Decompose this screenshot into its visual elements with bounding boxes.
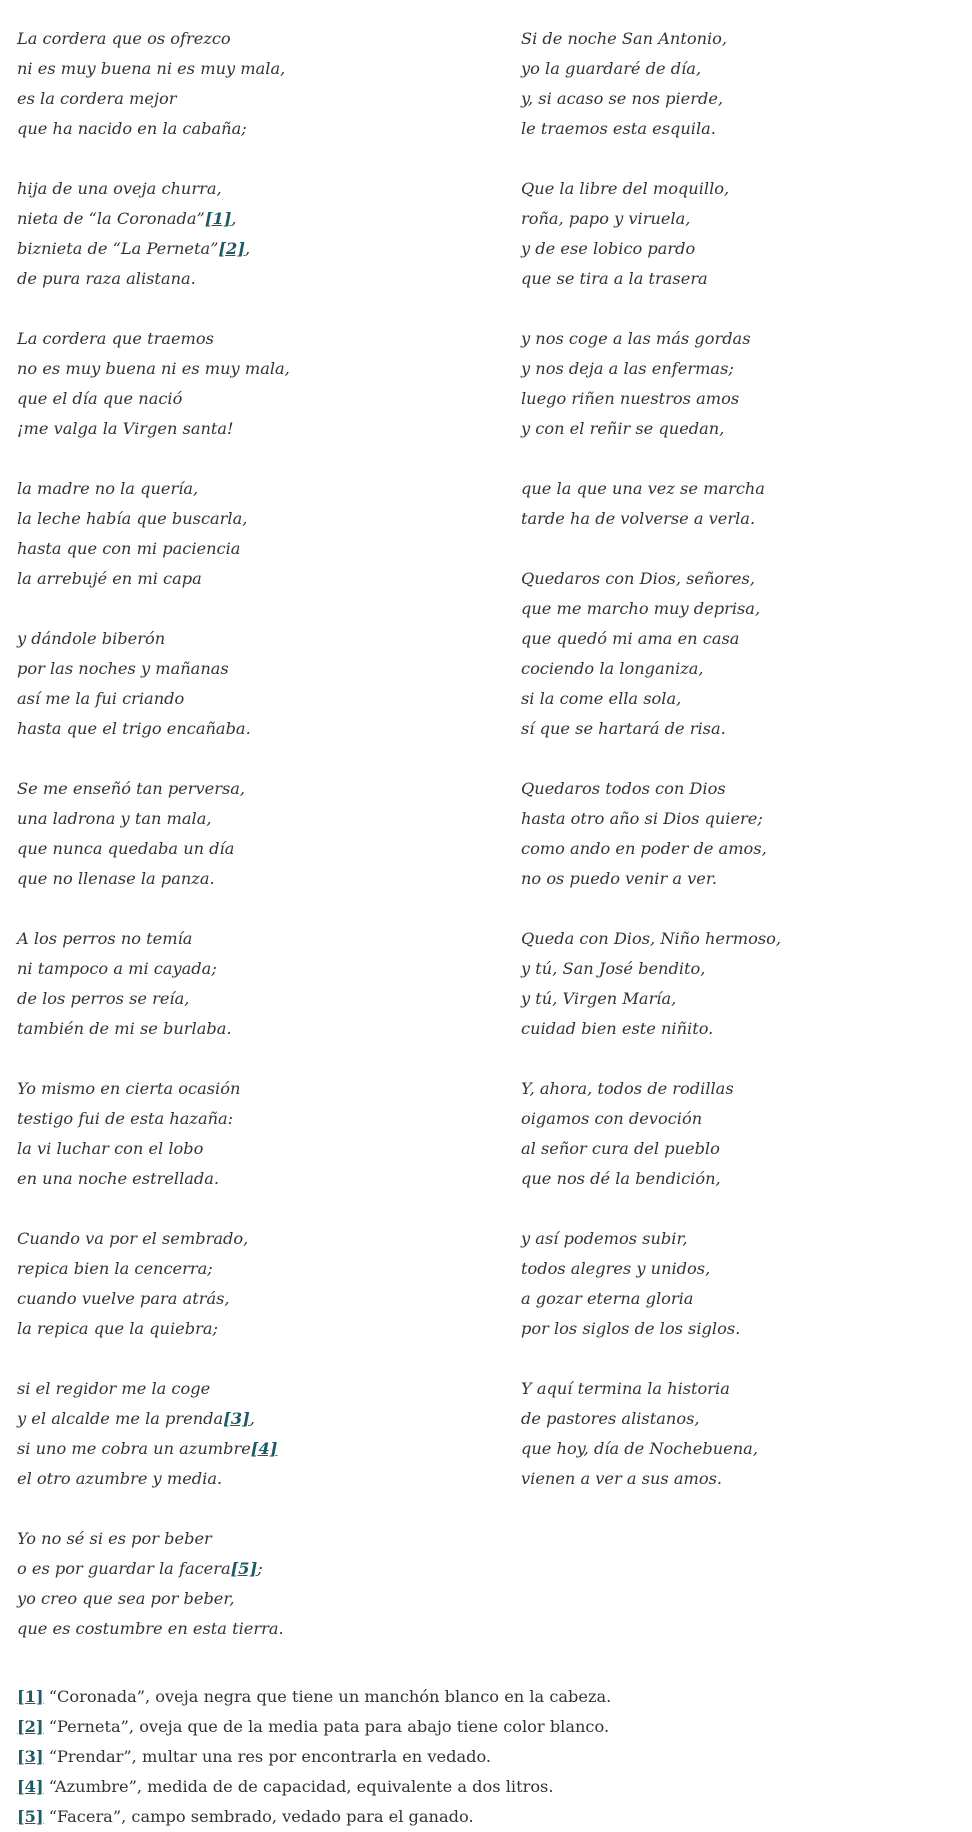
poem-line-text: nieta de “la Coronada” bbox=[17, 209, 205, 228]
poem-line: hasta otro año si Dios quiere; bbox=[521, 809, 763, 828]
footnote-text: “Facera”, campo sembrado, vedado para el ganado. bbox=[43, 1807, 474, 1826]
poem-line: por los siglos de los siglos. bbox=[521, 1319, 741, 1338]
footnote-ref-link[interactable]: [1] bbox=[204, 209, 232, 228]
footnote-ref-link[interactable]: [3] bbox=[223, 1409, 250, 1428]
poem-line: que hoy, día de Nochebuena, bbox=[521, 1439, 758, 1458]
poem-line: y tú, Virgen María, bbox=[521, 989, 677, 1008]
stanza bbox=[521, 24, 781, 144]
poem-line: así me la fui criando bbox=[17, 689, 185, 708]
stanza bbox=[17, 924, 290, 1044]
footnote-number-link[interactable]: [4] bbox=[17, 1777, 44, 1796]
footnotes-section bbox=[17, 1682, 611, 1832]
stanza bbox=[521, 1374, 781, 1494]
poem-line: todos alegres y unidos, bbox=[521, 1259, 711, 1278]
poem-line: de pura raza alistana. bbox=[17, 269, 196, 288]
poem-line: una ladrona y tan mala, bbox=[17, 809, 212, 828]
stanza bbox=[17, 1374, 290, 1494]
poem-line: es la cordera mejor bbox=[17, 89, 177, 108]
poem-line: que la que una vez se marcha bbox=[521, 479, 765, 498]
poem-line: a gozar eterna gloria bbox=[521, 1289, 694, 1308]
poem-line: ni es muy buena ni es muy mala, bbox=[17, 59, 286, 78]
poem-line: hasta que el trigo encañaba. bbox=[17, 719, 251, 738]
stanza bbox=[17, 1524, 290, 1644]
footnote-item bbox=[17, 1682, 611, 1712]
poem-line: que nos dé la bendición, bbox=[521, 1169, 721, 1188]
poem-line: cociendo la longaniza, bbox=[521, 659, 704, 678]
poem-line bbox=[17, 1434, 290, 1464]
poem-line-text: y el alcalde me la prenda bbox=[17, 1409, 224, 1428]
poem-line bbox=[17, 204, 290, 234]
poem-line: el otro azumbre y media. bbox=[17, 1469, 223, 1488]
poem-line: y así podemos subir, bbox=[521, 1229, 688, 1248]
stanza bbox=[521, 774, 781, 894]
poem-line: La cordera que traemos bbox=[17, 329, 214, 348]
stanza bbox=[17, 174, 290, 294]
poem-line bbox=[17, 1404, 290, 1434]
poem-line: y tú, San José bendito, bbox=[521, 959, 706, 978]
footnote-number-link[interactable]: [1] bbox=[17, 1687, 44, 1706]
poem-line: luego riñen nuestros amos bbox=[521, 389, 740, 408]
stanza bbox=[521, 174, 781, 294]
poem-line: Y aquí termina la historia bbox=[521, 1379, 730, 1398]
poem-line: y con el reñir se quedan, bbox=[521, 419, 725, 438]
poem-line-text: o es por guardar la facera bbox=[17, 1559, 231, 1578]
footnote-item bbox=[17, 1712, 611, 1742]
stanza bbox=[521, 1224, 781, 1344]
poem-line: cuando vuelve para atrás, bbox=[17, 1289, 230, 1308]
poem-line: le traemos esta esquila. bbox=[521, 119, 716, 138]
poem-line: de los perros se reía, bbox=[17, 989, 190, 1008]
poem-line-text: biznieta de “La Perneta” bbox=[17, 239, 219, 258]
poem-line: tarde ha de volverse a verla. bbox=[521, 509, 756, 528]
poem-line-punctuation: , bbox=[231, 209, 237, 228]
poem-line: si el regidor me la coge bbox=[17, 1379, 211, 1398]
poem-line: y de ese lobico pardo bbox=[521, 239, 696, 258]
stanza bbox=[17, 474, 290, 594]
poem-line: y nos deja a las enfermas; bbox=[521, 359, 734, 378]
stanza bbox=[521, 1074, 781, 1194]
stanza bbox=[521, 324, 781, 444]
poem-line: y, si acaso se nos pierde, bbox=[521, 89, 724, 108]
poem-line: ni tampoco a mi cayada; bbox=[17, 959, 217, 978]
footnote-ref-link[interactable]: [4] bbox=[250, 1439, 278, 1458]
footnote-number-link[interactable]: [2] bbox=[17, 1717, 44, 1736]
stanza bbox=[521, 474, 781, 534]
poem-line: cuidad bien este niñito. bbox=[521, 1019, 714, 1038]
poem-line: que nunca quedaba un día bbox=[17, 839, 235, 858]
poem-line: que quedó mi ama en casa bbox=[521, 629, 740, 648]
stanza bbox=[17, 24, 290, 144]
poem-line: repica bien la cencerra; bbox=[17, 1259, 213, 1278]
poem-line: no os puedo venir a ver. bbox=[521, 869, 717, 888]
footnote-item bbox=[17, 1802, 611, 1832]
poem-line: hija de una oveja churra, bbox=[17, 179, 222, 198]
poem-line: yo la guardaré de día, bbox=[521, 59, 702, 78]
poem-line: la leche había que buscarla, bbox=[17, 509, 248, 528]
poem-line: hasta que con mi paciencia bbox=[17, 539, 241, 558]
poem-line: que el día que nació bbox=[17, 389, 183, 408]
footnote-text: “Perneta”, oveja que de la media pata para abajo tiene color blanco. bbox=[43, 1717, 610, 1736]
poem-line: sí que se hartará de risa. bbox=[521, 719, 726, 738]
poem-line: de pastores alistanos, bbox=[521, 1409, 700, 1428]
poem-line: que me marcho muy deprisa, bbox=[521, 599, 761, 618]
poem-line: Quedaros todos con Dios bbox=[521, 779, 726, 798]
poem-line: y dándole biberón bbox=[17, 629, 166, 648]
stanza bbox=[17, 1224, 290, 1344]
poem-line: como ando en poder de amos, bbox=[521, 839, 767, 858]
footnote-ref-link[interactable]: [2] bbox=[218, 239, 245, 258]
poem-line: la vi luchar con el lobo bbox=[17, 1139, 204, 1158]
poem-line: roña, papo y viruela, bbox=[521, 209, 691, 228]
poem-line: si la come ella sola, bbox=[521, 689, 682, 708]
poem-line: Quedaros con Dios, señores, bbox=[521, 569, 755, 588]
poem-line: vienen a ver a sus amos. bbox=[521, 1469, 723, 1488]
poem-line-punctuation: , bbox=[249, 1409, 255, 1428]
poem-line: Queda con Dios, Niño hermoso, bbox=[521, 929, 782, 948]
poem-left-column bbox=[17, 24, 290, 1674]
footnote-number-link[interactable]: [5] bbox=[17, 1807, 44, 1826]
stanza bbox=[17, 624, 290, 744]
poem-line: que se tira a la trasera bbox=[521, 269, 708, 288]
poem-line: no es muy buena ni es muy mala, bbox=[17, 359, 290, 378]
poem-line: por las noches y mañanas bbox=[17, 659, 229, 678]
stanza bbox=[17, 1074, 290, 1194]
poem-line: Cuando va por el sembrado, bbox=[17, 1229, 249, 1248]
poem-line: que ha nacido en la cabaña; bbox=[17, 119, 247, 138]
poem-line: Y, ahora, todos de rodillas bbox=[521, 1079, 734, 1098]
footnote-number-link[interactable]: [3] bbox=[17, 1747, 44, 1766]
poem-line: también de mi se burlaba. bbox=[17, 1019, 232, 1038]
footnote-text: “Azumbre”, medida de de capacidad, equivalente a dos litros. bbox=[43, 1777, 554, 1796]
poem-line: la repica que la quiebra; bbox=[17, 1319, 218, 1338]
poem-line: y nos coge a las más gordas bbox=[521, 329, 751, 348]
poem-line: al señor cura del pueblo bbox=[521, 1139, 720, 1158]
poem-line: Yo mismo en cierta ocasión bbox=[17, 1079, 241, 1098]
poem-line bbox=[17, 1554, 290, 1584]
poem-line-punctuation: , bbox=[244, 239, 251, 258]
poem-line: Se me enseñó tan perversa, bbox=[17, 779, 246, 798]
poem-line: oigamos con devoción bbox=[521, 1109, 703, 1128]
footnote-item bbox=[17, 1742, 611, 1772]
stanza bbox=[17, 774, 290, 894]
poem-line: que no llenase la panza. bbox=[17, 869, 215, 888]
poem-line: Que la libre del moquillo, bbox=[521, 179, 730, 198]
poem-line: La cordera que os ofrezco bbox=[17, 29, 231, 48]
stanza bbox=[17, 324, 290, 444]
poem-line: que es costumbre en esta tierra. bbox=[17, 1619, 284, 1638]
footnote-text: “Prendar”, multar una res por encontrarla en vedado. bbox=[43, 1747, 492, 1766]
poem-line: yo creo que sea por beber, bbox=[17, 1589, 235, 1608]
poem-line: A los perros no temía bbox=[17, 929, 193, 948]
stanza bbox=[521, 924, 781, 1044]
poem-line: Si de noche San Antonio, bbox=[521, 29, 728, 48]
poem-line: en una noche estrellada. bbox=[17, 1169, 220, 1188]
poem-right-column bbox=[521, 24, 781, 1524]
poem-line-text: si uno me cobra un azumbre bbox=[17, 1439, 251, 1458]
poem-line: la arrebujé en mi capa bbox=[17, 569, 202, 588]
poem-line: la madre no la quería, bbox=[17, 479, 199, 498]
poem-line bbox=[17, 234, 290, 264]
poem-line: ¡me valga la Virgen santa! bbox=[17, 419, 234, 438]
stanza bbox=[521, 564, 781, 744]
footnote-ref-link[interactable]: [5] bbox=[230, 1559, 258, 1578]
poem-line: Yo no sé si es por beber bbox=[17, 1529, 212, 1548]
poem-line: testigo fui de esta hazaña: bbox=[17, 1109, 234, 1128]
footnote-item bbox=[17, 1772, 611, 1802]
footnote-text: “Coronada”, oveja negra que tiene un manchón blanco en la cabeza. bbox=[43, 1687, 612, 1706]
poem-line-punctuation: ; bbox=[257, 1559, 263, 1578]
